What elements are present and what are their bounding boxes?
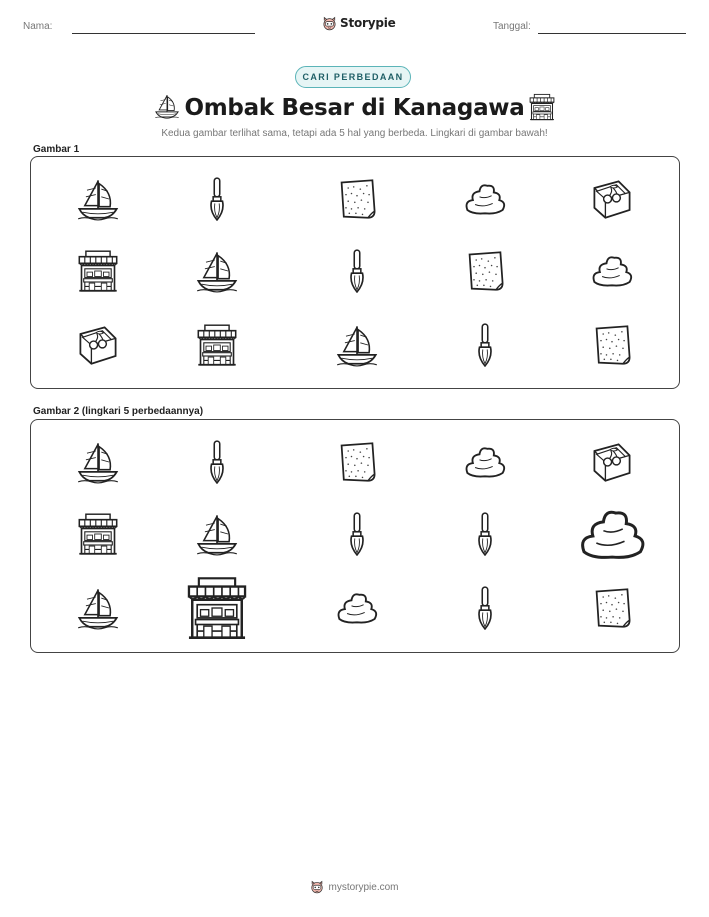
picture-1-label: Gambar 1 bbox=[33, 144, 80, 155]
grid-cell[interactable] bbox=[327, 504, 387, 564]
grid-cell[interactable] bbox=[455, 578, 515, 638]
paper-icon bbox=[463, 249, 507, 293]
paper-icon bbox=[335, 440, 379, 484]
stall-icon bbox=[76, 249, 120, 293]
mascot-icon bbox=[322, 16, 337, 31]
cream-icon bbox=[463, 177, 507, 221]
grid-cell[interactable] bbox=[582, 432, 642, 492]
grid-cell[interactable] bbox=[68, 432, 128, 492]
brush-icon bbox=[195, 177, 239, 221]
date-field[interactable] bbox=[538, 33, 686, 34]
boat-icon bbox=[335, 323, 379, 367]
grid-cell[interactable] bbox=[187, 578, 247, 638]
grid-cell bbox=[327, 169, 387, 229]
picture-1-panel bbox=[30, 156, 680, 389]
cream-icon bbox=[335, 586, 379, 630]
paper-icon bbox=[590, 586, 634, 630]
grid-cell[interactable] bbox=[582, 504, 642, 564]
cherry-box-icon bbox=[590, 440, 634, 484]
grid-cell bbox=[187, 169, 247, 229]
stall-icon bbox=[184, 575, 250, 641]
grid-cell bbox=[68, 315, 128, 375]
brush-icon bbox=[335, 249, 379, 293]
cream-icon bbox=[590, 249, 634, 293]
footer-url: mystorypie.com bbox=[328, 881, 399, 893]
stall-icon bbox=[76, 512, 120, 556]
name-label: Nama: bbox=[23, 21, 53, 32]
grid-cell bbox=[455, 315, 515, 375]
boat-icon bbox=[76, 586, 120, 630]
grid-cell bbox=[327, 315, 387, 375]
date-label: Tanggal: bbox=[493, 21, 531, 32]
boat-icon bbox=[76, 177, 120, 221]
grid-cell bbox=[582, 169, 642, 229]
grid-cell bbox=[455, 241, 515, 301]
brush-icon bbox=[463, 586, 507, 630]
picture-2-panel[interactable] bbox=[30, 419, 680, 653]
boat-icon bbox=[76, 440, 120, 484]
brand-name: Storypie bbox=[340, 16, 396, 30]
title-row bbox=[0, 92, 709, 124]
brush-icon bbox=[195, 440, 239, 484]
stall-icon bbox=[195, 323, 239, 367]
brush-icon bbox=[463, 512, 507, 556]
brand-logo bbox=[322, 13, 396, 33]
grid-cell[interactable] bbox=[187, 432, 247, 492]
grid-cell bbox=[582, 241, 642, 301]
page-title: Ombak Besar di Kanagawa bbox=[184, 95, 525, 121]
picture-2-label: Gambar 2 (lingkari 5 perbedaannya) bbox=[33, 406, 204, 417]
boat-icon bbox=[195, 512, 239, 556]
brush-icon bbox=[335, 512, 379, 556]
instructions: Kedua gambar terlihat sama, tetapi ada 5 hal yang berbeda. Lingkari di gambar bawah! bbox=[161, 128, 548, 139]
grid-cell[interactable] bbox=[327, 578, 387, 638]
grid-cell bbox=[455, 169, 515, 229]
cream-icon bbox=[577, 499, 647, 569]
grid-cell[interactable] bbox=[68, 504, 128, 564]
grid-cell[interactable] bbox=[582, 578, 642, 638]
activity-badge: CARI PERBEDAAN bbox=[295, 66, 411, 88]
cherry-box-icon bbox=[76, 323, 120, 367]
footer bbox=[0, 880, 709, 894]
grid-cell[interactable] bbox=[187, 504, 247, 564]
grid-cell[interactable] bbox=[327, 432, 387, 492]
cherry-box-icon bbox=[590, 177, 634, 221]
grid-cell bbox=[582, 315, 642, 375]
worksheet-header bbox=[0, 0, 709, 48]
paper-icon bbox=[590, 323, 634, 367]
grid-cell[interactable] bbox=[455, 504, 515, 564]
grid-cell[interactable] bbox=[68, 578, 128, 638]
grid-cell bbox=[187, 241, 247, 301]
boat-icon bbox=[195, 249, 239, 293]
name-field[interactable] bbox=[72, 33, 255, 34]
grid-cell[interactable] bbox=[455, 432, 515, 492]
cream-icon bbox=[463, 440, 507, 484]
grid-cell bbox=[68, 241, 128, 301]
grid-cell bbox=[327, 241, 387, 301]
grid-cell bbox=[68, 169, 128, 229]
stall-icon bbox=[528, 93, 556, 121]
paper-icon bbox=[335, 177, 379, 221]
mascot-icon bbox=[310, 880, 324, 894]
brush-icon bbox=[463, 323, 507, 367]
grid-cell bbox=[187, 315, 247, 375]
